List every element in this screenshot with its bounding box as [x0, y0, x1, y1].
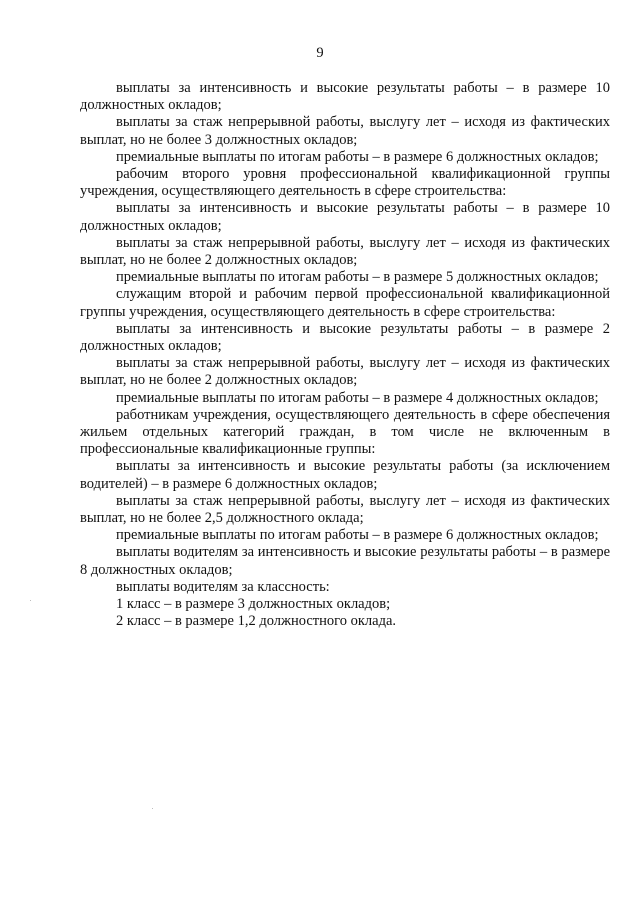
- page-number: 9: [316, 45, 324, 61]
- paragraph: выплаты за стаж непрерывной работы, выслугу лет – исходя из фактических выплат, но не более 2 должностных окладов;: [80, 234, 610, 269]
- document-body: [80, 80, 610, 631]
- paragraph: выплаты водителям за интенсивность и высокие результаты работы – в размере 8 должностных окладов;: [80, 544, 610, 578]
- paragraph: работникам учреждения, осуществляющего деятельность в сфере обеспечения жильем отдельных категорий граждан, в том числе не включенным в профессиональные квалификационные группы:: [80, 406, 610, 458]
- paragraph: премиальные выплаты по итогам работы – в размере 5 должностных окладов;: [116, 269, 599, 286]
- paragraph: премиальные выплаты по итогам работы – в размере 4 должностных окладов;: [116, 389, 599, 406]
- paragraph: 2 класс – в размере 1,2 должностного оклада.: [116, 613, 397, 630]
- scan-speck: [30, 600, 31, 601]
- paragraph: выплаты за интенсивность и высокие результаты работы – в размере 10 должностных окладов;: [80, 200, 610, 234]
- paragraph: выплаты за стаж непрерывной работы, выслугу лет – исходя из фактических выплат, но не более 2 должностных окладов;: [80, 355, 610, 389]
- paragraph: выплаты водителям за классность:: [116, 578, 330, 595]
- scan-speck: [152, 808, 153, 809]
- paragraph: премиальные выплаты по итогам работы – в размере 6 должностных окладов;: [116, 148, 599, 165]
- paragraph: выплаты за интенсивность и высокие результаты работы – в размере 2 должностных окладов;: [80, 320, 610, 355]
- paragraph: рабочим второго уровня профессиональной квалификационной группы учреждения, осуществляющего деятельность в сфере строительства:: [80, 166, 610, 200]
- paragraph: выплаты за интенсивность и высокие результаты работы (за исключением водителей) – в размере 6 должностных окладов;: [80, 458, 610, 492]
- paragraph: выплаты за стаж непрерывной работы, выслугу лет – исходя из фактических выплат, но не более 3 должностных окладов;: [80, 114, 610, 148]
- paragraph: премиальные выплаты по итогам работы – в размере 6 должностных окладов;: [116, 527, 599, 544]
- paragraph: выплаты за интенсивность и высокие результаты работы – в размере 10 должностных окладов;: [80, 80, 610, 114]
- paragraph: выплаты за стаж непрерывной работы, выслугу лет – исходя из фактических выплат, но не более 2,5 должностного оклада;: [80, 492, 610, 527]
- paragraph: 1 класс – в размере 3 должностных окладов;: [116, 596, 391, 613]
- paragraph: служащим второй и рабочим первой профессиональной квалификационной группы учреждения, осуществляющего деятельность в сфере строительства:: [80, 286, 610, 320]
